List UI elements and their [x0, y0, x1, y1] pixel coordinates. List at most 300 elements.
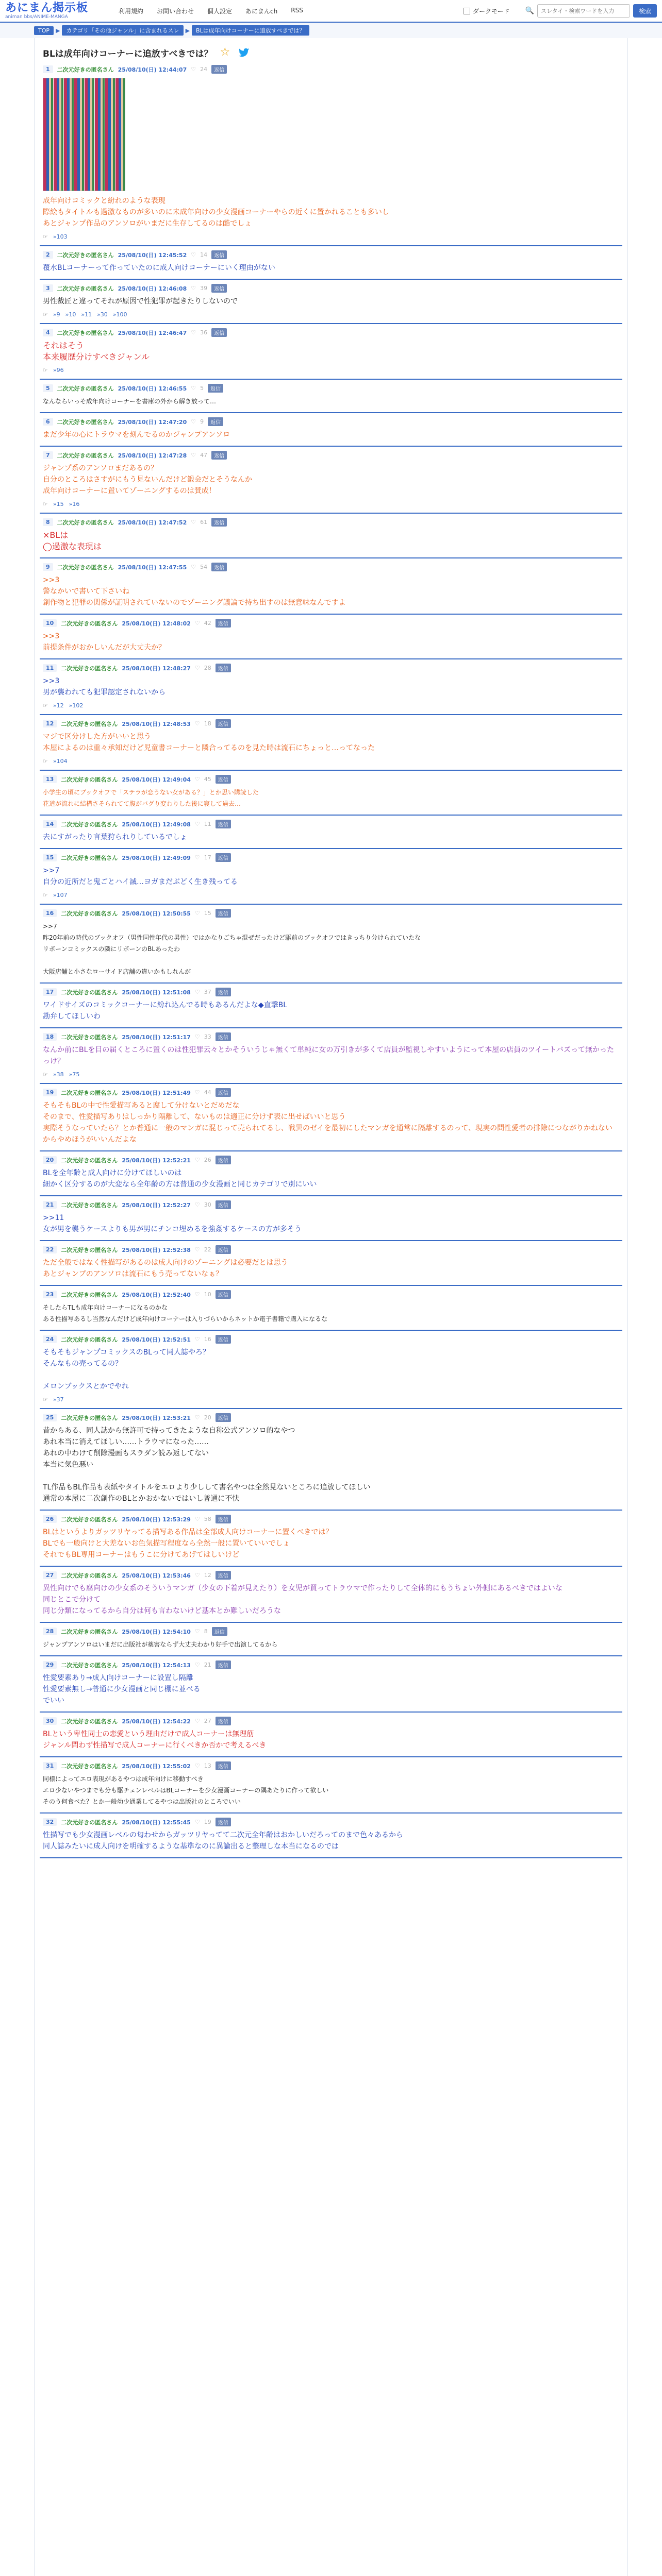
- reply-button[interactable]: 返信: [216, 1290, 231, 1299]
- reply-link[interactable]: »12: [53, 702, 64, 709]
- post-number[interactable]: 1: [43, 65, 53, 73]
- heart-icon[interactable]: ♡: [194, 620, 200, 626]
- search-input[interactable]: [537, 4, 630, 18]
- reply-button[interactable]: 返信: [211, 563, 227, 571]
- reply-links: [43, 1396, 619, 1403]
- reply-button[interactable]: 返信: [216, 619, 231, 628]
- heart-icon[interactable]: ♡: [191, 329, 196, 336]
- heart-icon[interactable]: ♡: [194, 1246, 200, 1253]
- poster-name: 二次元好きの匿名さん: [57, 66, 114, 73]
- heart-icon[interactable]: ♡: [194, 1157, 200, 1163]
- post: [40, 514, 622, 558]
- post-number[interactable]: 18: [43, 1033, 57, 1041]
- post-number[interactable]: 10: [43, 619, 57, 627]
- reply-button[interactable]: 返信: [216, 1245, 231, 1254]
- post: [40, 1241, 622, 1286]
- post-body: なんならいっそ成年向けコーナーを書庫の外から解き放って…: [43, 398, 217, 405]
- post-header: [43, 518, 619, 527]
- post-body: >>3 警なかいで書いて下さいね 創作物と犯罪の関係が証明されていないのでゾーニング議論で持ち出すのは無意味なんですよ: [43, 576, 346, 607]
- post: [40, 715, 622, 771]
- poster-name: 二次元好きの匿名さん: [61, 720, 118, 727]
- reply-button[interactable]: 返信: [216, 1571, 231, 1580]
- heart-icon[interactable]: ♡: [191, 519, 196, 526]
- post: [40, 771, 622, 816]
- breadcrumb: [0, 23, 662, 38]
- post-number[interactable]: 14: [43, 820, 57, 828]
- heart-icon[interactable]: ♡: [194, 1662, 200, 1668]
- post-body: BLを全年齢と成人向けに分けてほしいのは 細かく区分するのが大変なら全年齢の方は普通の少女漫画と同じカテゴリで別にいい: [43, 1169, 317, 1189]
- good-count: 19: [204, 1819, 211, 1825]
- good-count: 58: [204, 1516, 211, 1522]
- post-header: [43, 1156, 619, 1164]
- post: [40, 246, 622, 280]
- post-number[interactable]: 6: [43, 418, 53, 426]
- reply-links: [43, 367, 619, 374]
- post-number[interactable]: 24: [43, 1335, 57, 1343]
- post-date: 25/08/10(日) 12:51:17: [122, 1033, 191, 1041]
- post-body: それはそう 本来履歴分けすべきジャンル: [43, 341, 150, 362]
- post-header: [43, 563, 619, 571]
- heart-icon[interactable]: ♡: [194, 1762, 200, 1769]
- reply-link[interactable]: »15: [53, 501, 64, 507]
- reply-button[interactable]: 返信: [216, 1032, 231, 1041]
- reply-link[interactable]: »96: [53, 367, 64, 374]
- reply-button[interactable]: 返信: [216, 719, 231, 728]
- good-count: 8: [204, 1628, 208, 1635]
- post-date: 25/08/10(日) 12:50:55: [122, 910, 191, 917]
- post-header: [43, 775, 619, 784]
- post: [40, 1656, 622, 1713]
- good-count: 16: [204, 1336, 211, 1343]
- good-count: 13: [204, 1762, 211, 1769]
- reply-button[interactable]: 返信: [208, 384, 223, 393]
- heart-icon[interactable]: ♡: [194, 1516, 200, 1522]
- poster-name: 二次元好きの匿名さん: [61, 1246, 118, 1253]
- poster-name: 二次元好きの匿名さん: [57, 385, 114, 392]
- nav-animanch-link[interactable]: あにまんch: [245, 7, 278, 15]
- post-date: 25/08/10(日) 12:48:02: [122, 620, 191, 627]
- reply-link[interactable]: »38: [53, 1071, 64, 1078]
- post: [40, 1623, 622, 1656]
- good-count: 61: [200, 519, 208, 526]
- hand-pointer-icon: ☞: [43, 233, 48, 240]
- poster-name: 二次元好きの匿名さん: [61, 1762, 118, 1770]
- poster-name: 二次元好きの匿名さん: [61, 1414, 118, 1421]
- post-date: 25/08/10(日) 12:47:20: [118, 418, 187, 426]
- post-date: 25/08/10(日) 12:48:53: [122, 720, 191, 727]
- post: [40, 1409, 622, 1511]
- poster-name: 二次元好きの匿名さん: [61, 1336, 118, 1343]
- post-date: 25/08/10(日) 12:44:07: [118, 66, 187, 73]
- chevron-right-icon: ▶: [185, 27, 190, 34]
- post-body: BLはというよりガッツリヤってる描写ある作品は全部成人向けコーナーに置くべきでは？ BLでも一般向けと大差ないお色気描写程度なら全然一般に置いていいでしょ それでもBL専用コーナーはもうこに分けてあげてはしいけど: [43, 1528, 333, 1559]
- post-number[interactable]: 28: [43, 1628, 57, 1635]
- heart-icon[interactable]: ♡: [194, 854, 200, 861]
- reply-link[interactable]: »100: [112, 311, 127, 318]
- post-date: 25/08/10(日) 12:54:10: [122, 1628, 191, 1635]
- post-body: >>11 女が男を襲うケースよりも男が男にチンコ埋めるを強姦するケースの方が多そう: [43, 1214, 302, 1233]
- post-number[interactable]: 32: [43, 1818, 57, 1826]
- heart-icon[interactable]: ♡: [191, 418, 196, 425]
- poster-name: 二次元好きの匿名さん: [61, 1089, 118, 1096]
- heart-icon[interactable]: ♡: [191, 564, 196, 570]
- heart-icon[interactable]: ♡: [194, 1033, 200, 1040]
- post-header: [43, 1032, 619, 1041]
- good-count: 18: [204, 720, 211, 727]
- post-header: [43, 1571, 619, 1580]
- post: [40, 1757, 622, 1814]
- heart-icon[interactable]: ♡: [194, 1718, 200, 1724]
- reply-button[interactable]: 返信: [216, 909, 231, 918]
- post-header: [43, 1627, 619, 1636]
- reply-button[interactable]: 返信: [216, 820, 231, 828]
- thread-title-row: [40, 44, 622, 61]
- post-number[interactable]: 31: [43, 1762, 57, 1770]
- post: [40, 558, 622, 615]
- post-header: [43, 853, 619, 862]
- post-header: [43, 1335, 619, 1344]
- poster-name: 二次元好きの匿名さん: [57, 418, 114, 426]
- reply-button[interactable]: 返信: [211, 284, 227, 293]
- post-number[interactable]: 5: [43, 384, 53, 392]
- poster-name: 二次元好きの匿名さん: [57, 251, 114, 259]
- heart-icon[interactable]: ♡: [194, 910, 200, 917]
- reply-link[interactable]: »10: [65, 311, 76, 318]
- post-number[interactable]: 22: [43, 1246, 57, 1253]
- good-count: 14: [200, 251, 208, 258]
- reply-button[interactable]: 返信: [216, 1717, 231, 1725]
- poster-name: 二次元好きの匿名さん: [61, 1157, 118, 1164]
- good-count: 12: [204, 1572, 211, 1579]
- post-header: [43, 1761, 619, 1770]
- reply-button[interactable]: 返信: [212, 1627, 227, 1636]
- post: [40, 324, 622, 380]
- post-date: 25/08/10(日) 12:46:08: [118, 285, 187, 292]
- post: [40, 1196, 622, 1241]
- good-count: 26: [204, 1157, 211, 1163]
- post: [40, 1511, 622, 1567]
- reply-link[interactable]: »11: [81, 311, 92, 318]
- reply-button[interactable]: 返信: [211, 65, 227, 74]
- dark-mode-label: ダークモード: [473, 7, 510, 15]
- good-count: 39: [200, 285, 208, 292]
- post-number[interactable]: 13: [43, 775, 57, 783]
- reply-links: [43, 758, 619, 765]
- post-body: 異性向けでも腐向けの少女系のそういうマンガ（少女の下着が見えたり）を女児が買ってトラウマで作ったりして全体的にもうちょい外側にあるべきではよいな 同じとこで分けて 同じ分類になってるから自分は何も言わないけど基本とか難しいだろうな: [43, 1584, 562, 1615]
- nav-rss-link[interactable]: RSS: [291, 6, 303, 14]
- post-date: 25/08/10(日) 12:52:40: [122, 1291, 191, 1298]
- poster-name: 二次元好きの匿名さん: [57, 519, 114, 526]
- post-number[interactable]: 25: [43, 1414, 57, 1421]
- post-body: >>3 前提条件がおかしいんだが大丈夫か？: [43, 632, 166, 652]
- logo-subtext: animan bbs/ANIME-MANGA: [5, 14, 68, 20]
- good-count: 27: [204, 1718, 211, 1724]
- post-number[interactable]: 16: [43, 909, 57, 917]
- logo-text[interactable]: あにまん掲示板: [5, 2, 89, 14]
- post-number[interactable]: 19: [43, 1089, 57, 1096]
- heart-icon[interactable]: ♡: [194, 1201, 200, 1208]
- reply-link[interactable]: »75: [69, 1071, 80, 1078]
- search-button[interactable]: 検索: [633, 4, 657, 18]
- post-number[interactable]: 21: [43, 1201, 57, 1209]
- poster-name: 二次元好きの匿名さん: [57, 285, 114, 292]
- reply-button[interactable]: 返信: [216, 1515, 231, 1523]
- heart-icon[interactable]: ♡: [194, 1819, 200, 1825]
- post-number[interactable]: 9: [43, 563, 53, 571]
- poster-name: 二次元好きの匿名さん: [57, 564, 114, 571]
- good-count: 37: [204, 989, 211, 995]
- post-number[interactable]: 12: [43, 720, 57, 727]
- post-number[interactable]: 3: [43, 284, 53, 292]
- nav-contact-link[interactable]: お問い合わせ: [157, 7, 194, 15]
- good-count: 21: [204, 1662, 211, 1668]
- reply-button[interactable]: 返信: [208, 417, 223, 426]
- post-body: ただ全般ではなく性描写があるのは成人向けのゾーニングは必要だとは思う あとジャンプのアンソロは流石にもう売ってないなぁ？: [43, 1259, 288, 1278]
- hand-pointer-icon: ☞: [43, 892, 48, 899]
- reply-button[interactable]: 返信: [216, 988, 231, 996]
- post-date: 25/08/10(日) 12:47:28: [118, 452, 187, 459]
- good-count: 54: [200, 564, 208, 570]
- breadcrumb-category[interactable]: カテゴリ「その他ジャンル」に含まれるスレ: [62, 25, 183, 36]
- reply-button[interactable]: 返信: [216, 1156, 231, 1164]
- good-count: 28: [204, 665, 211, 671]
- post-date: 25/08/10(日) 12:46:55: [118, 385, 187, 392]
- post-header: [43, 1413, 619, 1422]
- reply-link[interactable]: »16: [69, 501, 80, 507]
- post-image[interactable]: [43, 78, 125, 191]
- post-body: 男性裁匠と違ってそれが原因で性犯罪が起きたりしないので: [43, 297, 238, 306]
- reply-link[interactable]: »102: [69, 702, 84, 709]
- heart-icon[interactable]: ♡: [194, 776, 200, 783]
- post-body: なんか前にBLを目の届くところに置くのは性犯罪云々とかそういうじゃ無くて単純に女の万引きが多くて店員が監視しやすいようにって本屋の店員のツイートバズって無かったっけ？: [43, 1046, 614, 1065]
- post: [40, 905, 622, 984]
- heart-icon[interactable]: ♡: [191, 385, 196, 392]
- reply-button[interactable]: 返信: [211, 451, 227, 460]
- post-header: [43, 451, 619, 460]
- poster-name: 二次元好きの匿名さん: [61, 776, 118, 783]
- post-header: [43, 988, 619, 996]
- post-date: 25/08/10(日) 12:49:08: [122, 821, 191, 828]
- poster-name: 二次元好きの匿名さん: [61, 989, 118, 996]
- heart-icon[interactable]: ♡: [194, 1628, 200, 1635]
- poster-name: 二次元好きの匿名さん: [61, 1201, 118, 1209]
- post: [40, 1331, 622, 1409]
- post-header: [43, 1245, 619, 1254]
- post-number[interactable]: 2: [43, 251, 53, 259]
- reply-button[interactable]: 返信: [211, 518, 227, 527]
- nav-terms-link[interactable]: 利用規約: [119, 7, 144, 15]
- post-date: 25/08/10(日) 12:52:27: [122, 1201, 191, 1209]
- poster-name: 二次元好きの匿名さん: [61, 1516, 118, 1523]
- heart-icon[interactable]: ♡: [194, 1089, 200, 1096]
- heart-icon[interactable]: ♡: [194, 989, 200, 995]
- post-header: [43, 619, 619, 628]
- post: [40, 1814, 622, 1858]
- good-count: 10: [204, 1291, 211, 1298]
- reply-links: [43, 501, 619, 507]
- good-count: 47: [200, 452, 208, 459]
- post-body: そもそもBLの中で性愛描写あると腐して分けないとだめだな そのまで、性愛描写ありはしっかり隔離して、ないものは適正に分けず表に出せばいいと思う 実際そうなっていたら？とか普通に一般のマンガに混じって売られてるし、戦異のゼイを最初にしたマンガを通常に隔離するのって、現実の問性愛者の排除につながりかねないからやめほうがいいんだよな: [43, 1101, 613, 1144]
- reply-links: [43, 702, 619, 709]
- top-bar: [0, 0, 662, 23]
- reply-link[interactable]: »9: [53, 311, 60, 318]
- poster-name: 二次元好きの匿名さん: [61, 854, 118, 861]
- post-number[interactable]: 23: [43, 1291, 57, 1298]
- heart-icon[interactable]: ♡: [194, 1336, 200, 1343]
- reply-button[interactable]: 返信: [216, 1818, 231, 1826]
- post-header: [43, 1660, 619, 1669]
- post-body: >>7 昨20年前の時代のブックオフ（男性同性年代の男性）ではかなりごちゃ混ぜだったけど駆前のブックオフではきっちり分けられていたな リボーンコミックスの隣にリボーンのBLあったわ 大阪店舗と小さなローサイド店舗の違いかもしれんが: [43, 923, 421, 975]
- post-number[interactable]: 11: [43, 664, 57, 672]
- post-date: 25/08/10(日) 12:48:27: [122, 665, 191, 672]
- post-number[interactable]: 26: [43, 1515, 57, 1523]
- post-body: 同様によってエロ表現があるやつは成年向けに移動すべき エロ少ないやつまでも分も駆チェンレベルはBLコーナーを少女漫画コーナーの隅あたりに作って欲しい そのう何食べた？とか一般幼少通業してるやつは出版社のところでいい: [43, 1775, 329, 1805]
- post: [40, 1713, 622, 1757]
- thread-title: BLは成年向けコーナーに追放すべきでは？: [43, 48, 213, 59]
- reply-button[interactable]: 返信: [216, 1335, 231, 1344]
- post-number[interactable]: 8: [43, 518, 53, 526]
- twitter-share-icon[interactable]: [238, 47, 250, 58]
- post-body: マジで区分けした方がいいと思う 本屋によるのは重々承知だけど児童書コーナーと隣合ってるのを見た時は流石にちょっと…ってなった: [43, 733, 375, 752]
- poster-name: 二次元好きの匿名さん: [61, 821, 118, 828]
- reply-link[interactable]: »107: [53, 892, 68, 899]
- reply-link[interactable]: »37: [53, 1396, 64, 1403]
- reply-link[interactable]: »104: [53, 758, 68, 765]
- post-number[interactable]: 20: [43, 1156, 57, 1164]
- post-header: [43, 719, 619, 728]
- good-count: 20: [204, 1414, 211, 1421]
- post-header: [43, 250, 619, 259]
- post-body: 覆水BLコーナーって作っていたのに成人向けコーナーにいく理由がない: [43, 264, 275, 272]
- reply-button[interactable]: 返信: [216, 664, 231, 672]
- post-header: [43, 417, 619, 426]
- post-date: 25/08/10(日) 12:51:49: [122, 1089, 191, 1096]
- post-date: 25/08/10(日) 12:45:52: [118, 251, 187, 259]
- heart-icon[interactable]: ♡: [194, 1291, 200, 1298]
- good-count: 17: [204, 854, 211, 861]
- post-date: 25/08/10(日) 12:49:09: [122, 854, 191, 861]
- hand-pointer-icon: ☞: [43, 1396, 48, 1403]
- post-number[interactable]: 29: [43, 1661, 57, 1669]
- reply-button[interactable]: 返信: [211, 250, 227, 259]
- good-count: 24: [200, 66, 208, 73]
- post-header: [43, 384, 619, 393]
- site-logo[interactable]: [5, 2, 119, 20]
- post-body: 昔からある、同人誌から無許可で持ってきたような自称公式アンソロ的なやつ あれ本当に消えてほしい……トラウマになった…… あれの中わけて削除漫画もスラダン読み返してない 本当に気色悪い TL作品もBL作品も表紙やタイトルをエロより少しして書名やつは全然見ないところに追放してほしい 通常の本屋に二次創作のBLとかおかないではいし普通に不快: [43, 1427, 371, 1503]
- post-date: 25/08/10(日) 12:53:46: [122, 1572, 191, 1579]
- post-body: ジャンプアンソロはいまだに出版社が薬害ならず大丈夫わかり好手で出演してるから: [43, 1641, 278, 1648]
- post-body: >>3 男が襲われても犯罪認定されないから: [43, 677, 166, 697]
- heart-icon[interactable]: ♡: [191, 251, 196, 258]
- heart-icon[interactable]: ♡: [194, 821, 200, 827]
- post-date: 25/08/10(日) 12:47:55: [118, 564, 187, 571]
- good-count: 45: [204, 776, 211, 783]
- nav-settings-link[interactable]: 個人設定: [207, 7, 233, 15]
- post-date: 25/08/10(日) 12:52:21: [122, 1157, 191, 1164]
- post: [40, 380, 622, 413]
- favorite-star-icon[interactable]: ☆: [220, 46, 230, 59]
- header-nav: [119, 7, 464, 15]
- hand-pointer-icon: ☞: [43, 758, 48, 765]
- heart-icon[interactable]: ♡: [194, 665, 200, 671]
- post-number[interactable]: 17: [43, 988, 57, 996]
- heart-icon[interactable]: ♡: [194, 1414, 200, 1421]
- post-date: 25/08/10(日) 12:52:51: [122, 1336, 191, 1343]
- reply-link[interactable]: »30: [97, 311, 108, 318]
- post-header: [43, 1717, 619, 1725]
- good-count: 11: [204, 821, 211, 827]
- good-count: 36: [200, 329, 208, 336]
- heart-icon[interactable]: ♡: [194, 720, 200, 727]
- post-number[interactable]: 27: [43, 1571, 57, 1579]
- hand-pointer-icon: ☞: [43, 367, 48, 374]
- good-count: 30: [204, 1201, 211, 1208]
- post-date: 25/08/10(日) 12:46:47: [118, 329, 187, 336]
- post: [40, 61, 622, 246]
- post: [40, 615, 622, 659]
- breadcrumb-top[interactable]: TOP: [34, 26, 54, 35]
- post-body: まだ少年の心にトラウマを刻んでるのかジャンプアンソロ: [43, 431, 230, 439]
- post-date: 25/08/10(日) 12:53:21: [122, 1414, 191, 1421]
- reply-link[interactable]: »103: [53, 233, 68, 240]
- good-count: 42: [204, 620, 211, 626]
- post-body: そしたらTLも成年向けコーナーになるのかな ある性描写あるし当然なんだけど成年向けコーナーは入りづらいからネットか電子書籍で購入になるな: [43, 1304, 328, 1323]
- reply-button[interactable]: 返信: [216, 1200, 231, 1209]
- heart-icon[interactable]: ♡: [191, 66, 196, 73]
- breadcrumb-thread[interactable]: BLは成年向けコーナーに追放すべきでは？: [192, 25, 309, 36]
- post-number[interactable]: 30: [43, 1717, 57, 1725]
- poster-name: 二次元好きの匿名さん: [61, 910, 118, 917]
- reply-button[interactable]: 返信: [216, 1761, 231, 1770]
- post-number[interactable]: 7: [43, 451, 53, 459]
- reply-button[interactable]: 返信: [216, 1413, 231, 1422]
- post-header: [43, 328, 619, 337]
- heart-icon[interactable]: ♡: [191, 285, 196, 292]
- reply-button[interactable]: 返信: [216, 775, 231, 784]
- poster-name: 二次元好きの匿名さん: [57, 452, 114, 459]
- post: [40, 280, 622, 324]
- post-header: [43, 1818, 619, 1826]
- post-body: 成年向けコミックと紛れのような表現 際絵もタイトルも過激なものが多いのに未成年向けの少女漫画コーナーやらの近くに置かれることも多いし あとジャンプ作品のアンソロがいまだに生存してるのは酷でしょ: [43, 197, 389, 228]
- reply-button[interactable]: 返信: [216, 1660, 231, 1669]
- reply-button[interactable]: 返信: [216, 1088, 231, 1097]
- hand-pointer-icon: ☞: [43, 1071, 48, 1078]
- reply-button[interactable]: 返信: [216, 853, 231, 862]
- post-number[interactable]: 4: [43, 329, 53, 336]
- post-header: [43, 664, 619, 672]
- post-header: [43, 65, 619, 74]
- poster-name: 二次元好きの匿名さん: [61, 1291, 118, 1298]
- hand-pointer-icon: ☞: [43, 702, 48, 709]
- poster-name: 二次元好きの匿名さん: [61, 1662, 118, 1669]
- dark-mode-checkbox[interactable]: [464, 8, 470, 14]
- poster-name: 二次元好きの匿名さん: [57, 329, 114, 336]
- dark-mode-toggle[interactable]: [464, 7, 510, 15]
- post-date: 25/08/10(日) 12:55:45: [122, 1819, 191, 1826]
- post-date: 25/08/10(日) 12:47:52: [118, 519, 187, 526]
- chevron-right-icon: ▶: [56, 27, 60, 34]
- post-number[interactable]: 15: [43, 854, 57, 861]
- reply-button[interactable]: 返信: [211, 328, 227, 337]
- reply-links: [43, 1071, 619, 1078]
- post: [40, 1084, 622, 1151]
- post-list: [40, 61, 622, 1858]
- heart-icon[interactable]: ♡: [194, 1572, 200, 1579]
- heart-icon[interactable]: ♡: [191, 452, 196, 459]
- poster-name: 二次元好きの匿名さん: [61, 665, 118, 672]
- post-header: [43, 1515, 619, 1523]
- hand-pointer-icon: ☞: [43, 501, 48, 507]
